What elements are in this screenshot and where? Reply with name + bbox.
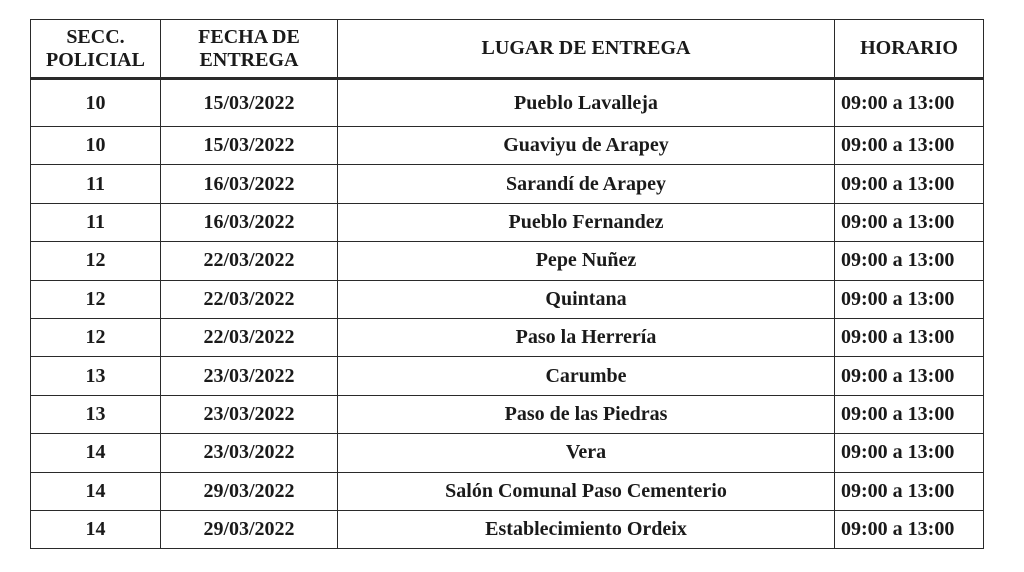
table-row — [31, 127, 984, 165]
cell-horario: 09:00 a 13:00 — [835, 510, 984, 548]
table-body — [31, 79, 984, 549]
table-row — [31, 203, 984, 241]
table-row — [31, 318, 984, 356]
cell-lugar: Carumbe — [338, 357, 835, 395]
cell-lugar: Pueblo Lavalleja — [338, 79, 835, 127]
cell-secc: 10 — [31, 127, 161, 165]
header-row — [31, 20, 984, 79]
table-row — [31, 165, 984, 203]
cell-fecha: 23/03/2022 — [161, 395, 338, 433]
cell-horario: 09:00 a 13:00 — [835, 434, 984, 472]
cell-lugar: Guaviyu de Arapey — [338, 127, 835, 165]
cell-horario: 09:00 a 13:00 — [835, 318, 984, 356]
table-row — [31, 472, 984, 510]
table-row — [31, 79, 984, 127]
cell-fecha: 15/03/2022 — [161, 127, 338, 165]
table-row — [31, 434, 984, 472]
cell-lugar: Establecimiento Ordeix — [338, 510, 835, 548]
cell-secc: 14 — [31, 472, 161, 510]
cell-secc: 11 — [31, 203, 161, 241]
header-secc-policial — [31, 20, 161, 79]
cell-fecha: 22/03/2022 — [161, 242, 338, 280]
cell-secc: 12 — [31, 242, 161, 280]
cell-horario: 09:00 a 13:00 — [835, 357, 984, 395]
cell-horario: 09:00 a 13:00 — [835, 79, 984, 127]
cell-fecha: 22/03/2022 — [161, 280, 338, 318]
cell-fecha: 16/03/2022 — [161, 165, 338, 203]
cell-horario: 09:00 a 13:00 — [835, 280, 984, 318]
cell-lugar: Pueblo Fernandez — [338, 203, 835, 241]
cell-fecha: 15/03/2022 — [161, 79, 338, 127]
cell-horario: 09:00 a 13:00 — [835, 395, 984, 433]
cell-secc: 12 — [31, 280, 161, 318]
cell-lugar: Quintana — [338, 280, 835, 318]
cell-secc: 14 — [31, 434, 161, 472]
delivery-schedule-table — [30, 19, 984, 549]
cell-fecha: 29/03/2022 — [161, 472, 338, 510]
cell-horario: 09:00 a 13:00 — [835, 127, 984, 165]
table-row — [31, 242, 984, 280]
header-lugar-entrega: LUGAR DE ENTREGA — [338, 20, 835, 79]
header-secc-line1: SECC. — [66, 25, 125, 48]
delivery-schedule-sheet — [30, 19, 983, 549]
header-fecha-line2: ENTREGA — [199, 48, 299, 71]
cell-horario: 09:00 a 13:00 — [835, 472, 984, 510]
cell-lugar: Pepe Nuñez — [338, 242, 835, 280]
cell-lugar: Sarandí de Arapey — [338, 165, 835, 203]
header-fecha-entrega — [161, 20, 338, 79]
cell-secc: 11 — [31, 165, 161, 203]
cell-fecha: 16/03/2022 — [161, 203, 338, 241]
cell-lugar: Vera — [338, 434, 835, 472]
cell-fecha: 23/03/2022 — [161, 434, 338, 472]
cell-lugar: Paso de las Piedras — [338, 395, 835, 433]
header-horario: HORARIO — [835, 20, 984, 79]
table-row — [31, 395, 984, 433]
cell-fecha: 23/03/2022 — [161, 357, 338, 395]
table-row — [31, 510, 984, 548]
cell-fecha: 22/03/2022 — [161, 318, 338, 356]
table-row — [31, 280, 984, 318]
cell-horario: 09:00 a 13:00 — [835, 165, 984, 203]
cell-secc: 14 — [31, 510, 161, 548]
cell-horario: 09:00 a 13:00 — [835, 242, 984, 280]
cell-fecha: 29/03/2022 — [161, 510, 338, 548]
cell-lugar: Salón Comunal Paso Cementerio — [338, 472, 835, 510]
cell-secc: 13 — [31, 357, 161, 395]
cell-lugar: Paso la Herrería — [338, 318, 835, 356]
cell-horario: 09:00 a 13:00 — [835, 203, 984, 241]
cell-secc: 12 — [31, 318, 161, 356]
cell-secc: 10 — [31, 79, 161, 127]
header-secc-line2: POLICIAL — [46, 48, 145, 71]
header-fecha-line1: FECHA DE — [198, 25, 300, 48]
table-row — [31, 357, 984, 395]
cell-secc: 13 — [31, 395, 161, 433]
table-header — [31, 20, 984, 79]
